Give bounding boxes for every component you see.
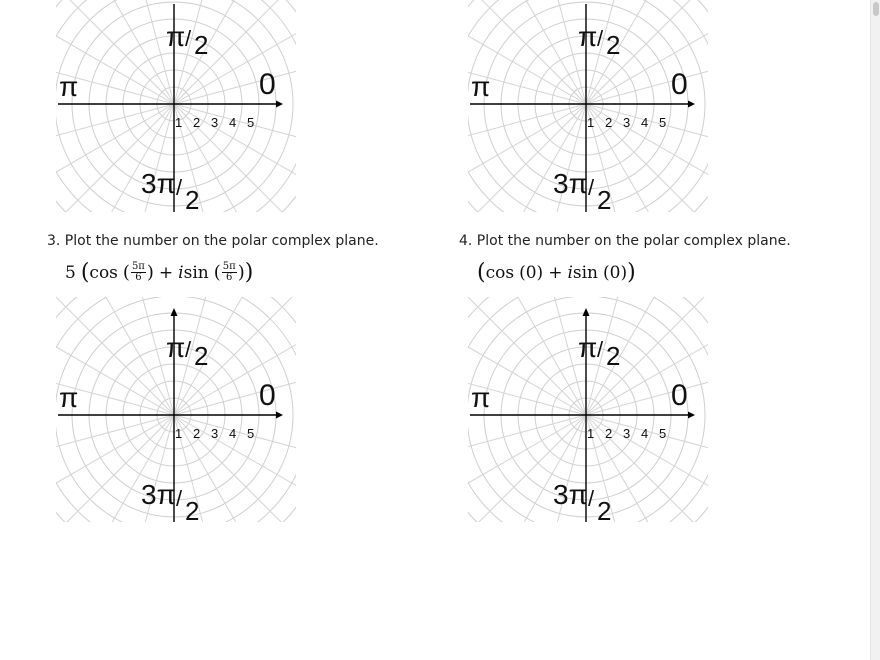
polar-plot-4[interactable] [468,297,708,522]
radial-tick-label: 4 [229,115,237,130]
polar-grid-svg [468,297,708,522]
expr4-plus: + [548,263,563,283]
angle-label-bottom-main: 3π [553,168,588,199]
polar-grid-svg [468,0,708,212]
expr-lparen-2: ( [213,262,221,283]
expr-coef: 5 [65,263,76,283]
polar-grid-svg [56,0,296,212]
polar-spoke [586,366,708,415]
expr-angle-den: 6 [135,271,142,283]
imaginary-axis-arrow [171,308,178,316]
radial-tick-label: 1 [175,426,183,441]
angle-label-bottom-main: 3π [141,479,176,510]
polar-spoke [56,415,174,464]
angle-label-left: π [59,382,79,413]
polar-plot-1[interactable] [56,0,296,212]
angle-label-right: 0 [259,68,276,101]
angle-label-right: 0 [259,379,276,412]
expr-lparen-outer: ( [80,260,90,285]
page-scrollbar-thumb[interactable] [873,2,879,16]
angle-label-left: π [471,71,491,102]
polar-grid-svg [56,297,296,522]
polar-spoke [586,55,708,104]
expr4-rparen-2: ) [620,263,628,283]
expr-lparen: ( [122,262,130,283]
real-axis-arrow [276,412,283,419]
expr4-angle-2: 0 [609,263,621,283]
angle-label-top-slash: / [597,337,604,362]
angle-label-top-main: π [166,332,186,363]
radial-tick-label: 5 [247,115,255,130]
radial-tick-label: 1 [175,115,183,130]
expr4-cos: cos [485,263,515,283]
expr4-sin: sin [572,263,598,283]
angle-label-right: 0 [671,379,688,412]
angle-label-bottom-slash: / [176,486,183,511]
radial-tick-label: 1 [587,426,595,441]
expr4-angle: 0 [525,263,537,283]
angle-label-bottom-slash: / [176,175,183,200]
radial-tick-label: 3 [623,115,631,130]
expr-angle-num-2: 5π [222,260,236,272]
angle-label-top-main: π [578,332,598,363]
problem-3-prompt: 3. Plot the number on the polar complex plane. [47,233,379,249]
angle-label-top-sub: 2 [606,341,621,371]
angle-label-top-sub: 2 [194,30,209,60]
problem-3-expression [65,262,253,284]
radial-tick-label: 2 [193,426,201,441]
expr-rparen-2: ) [237,262,245,283]
expr4-lparen-outer: ( [477,260,486,285]
polar-plot-2[interactable] [468,0,708,212]
expr4-lparen: ( [519,263,526,283]
expr-rparen: ) [146,262,154,283]
radial-tick-label: 3 [623,426,631,441]
polar-spoke [174,55,296,104]
angle-label-bottom-sub: 2 [185,496,200,522]
expr-rparen-outer: ) [244,260,254,285]
real-axis-arrow [688,101,695,108]
angle-label-top-slash: / [185,337,192,362]
radial-tick-label: 5 [659,115,667,130]
expr4-rparen-outer: ) [627,260,636,285]
expr4-lparen-2: ( [603,263,610,283]
problem-4-expression [477,262,636,284]
expr4-i: i [567,263,573,283]
radial-tick-label: 5 [659,426,667,441]
angle-label-top-slash: / [597,26,604,51]
angle-label-bottom-sub: 2 [597,185,612,212]
expr-cos: cos [89,263,118,283]
angle-label-right: 0 [671,68,688,101]
expr-angle-num: 5π [131,260,145,272]
angle-label-top-sub: 2 [194,341,209,371]
page-scrollbar[interactable] [870,0,880,660]
polar-spoke [174,366,296,415]
angle-label-bottom-main: 3π [141,168,176,199]
expr4-rparen: ) [536,263,544,283]
expr-angle-den-2: 6 [226,271,233,283]
angle-label-bottom-main: 3π [553,479,588,510]
real-axis-arrow [688,412,695,419]
expr-sin: sin [183,263,209,283]
radial-tick-label: 4 [641,115,649,130]
radial-tick-label: 3 [211,115,219,130]
radial-tick-label: 4 [641,426,649,441]
radial-tick-label: 2 [605,115,613,130]
polar-spoke [468,104,586,153]
radial-tick-label: 3 [211,426,219,441]
expr-i: i [178,263,184,283]
radial-tick-label: 1 [587,115,595,130]
angle-label-bottom-sub: 2 [185,185,200,212]
imaginary-axis-arrow [583,308,590,316]
angle-label-left: π [471,382,491,413]
angle-label-top-sub: 2 [606,30,621,60]
radial-tick-label: 2 [605,426,613,441]
angle-label-bottom-slash: / [588,175,595,200]
angle-label-top-slash: / [185,26,192,51]
polar-spoke [56,104,174,153]
angle-label-top-main: π [166,21,186,52]
polar-spoke [468,415,586,464]
problem-4-prompt: 4. Plot the number on the polar complex plane. [459,233,791,249]
angle-label-bottom-slash: / [588,486,595,511]
radial-tick-label: 2 [193,115,201,130]
expr-angle-fraction-2 [222,262,237,283]
angle-label-top-main: π [578,21,598,52]
radial-tick-label: 5 [247,426,255,441]
angle-label-left: π [59,71,79,102]
angle-label-bottom-sub: 2 [597,496,612,522]
real-axis-arrow [276,101,283,108]
radial-tick-label: 4 [229,426,237,441]
expr-angle-fraction [131,262,146,283]
polar-plot-3[interactable] [56,297,296,522]
expr-plus: + [158,263,174,283]
